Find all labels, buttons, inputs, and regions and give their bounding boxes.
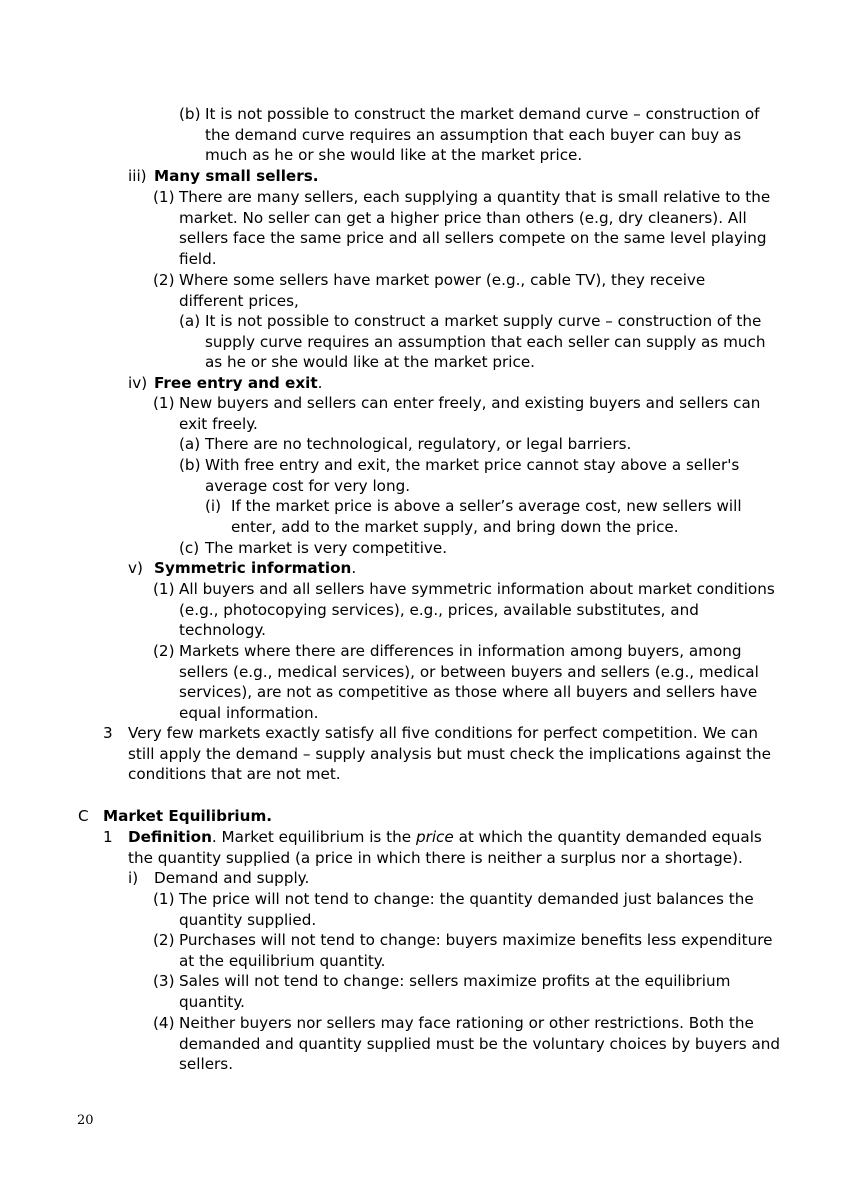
paragraph-line: different prices, [179,291,299,310]
paragraph-line: sellers. [179,1055,234,1074]
emphasis-price: price [415,828,454,846]
paragraph-line: still apply the demand – supply analysis but must check the implications against the [128,744,772,763]
paragraph-line: With free entry and exit, the market price cannot stay above a seller's [205,456,740,474]
paragraph-line: demanded and quantity supplied must be the voluntary choices by buyers and [179,1034,781,1053]
paragraph-line: at the equilibrium quantity. [179,951,386,970]
list-marker: iv) [128,374,148,392]
paragraph-line [128,827,762,848]
paragraph-line: If the market price is above a seller’s average cost, new sellers will [231,497,742,515]
paragraph-line: (e.g., photocopying services), e.g., prices, available substitutes, and [179,600,699,619]
list-marker: (3) [153,972,175,990]
list-marker: (2) [153,271,175,289]
paragraph-line: Demand and supply. [154,869,310,887]
list-marker: (b) [179,456,201,474]
page-number: 20 [77,1113,94,1128]
paragraph-line: New buyers and sellers can enter freely, and existing buyers and sellers can [179,394,761,412]
paragraph-line: There are no technological, regulatory, or legal barriers. [205,435,632,453]
paragraph-line: The market is very competitive. [205,539,448,557]
text-run: at which the quantity demanded equals [453,828,762,846]
list-marker: i) [128,869,139,887]
paragraph-line: Sales will not tend to change: sellers maximize profits at the equilibrium [179,972,731,990]
heading-text: Free entry and exit [154,374,318,392]
heading-text: Many small sellers. [154,167,319,185]
paragraph-line: average cost for very long. [205,476,411,495]
heading-punctuation: . [351,559,357,577]
paragraph-line: conditions that are not met. [128,765,341,784]
paragraph-line: Neither buyers nor sellers may face rationing or other restrictions. Both the [179,1014,754,1032]
paragraph-line: Purchases will not tend to change: buyers maximize benefits less expenditure [179,931,773,949]
paragraph-line: supply curve requires an assumption that each seller can supply as much [205,332,766,351]
list-marker: (1) [153,890,175,908]
section-marker: C [78,807,89,825]
paragraph-line: It is not possible to construct the market demand curve – construction of [205,105,760,123]
list-marker: iii) [128,167,147,185]
paragraph-line: Very few markets exactly satisfy all five conditions for perfect competition. We can [128,724,759,742]
paragraph-line: sellers face the same price and all sellers compete on the same level playing [179,229,767,248]
paragraph-line: Where some sellers have market power (e.g., cable TV), they receive [179,271,706,289]
paragraph-line: the quantity supplied (a price in which there is neither a surplus nor a shortage). [128,848,743,867]
paragraph-line: field. [179,249,217,268]
paragraph-line: as he or she would like at the market price. [205,353,536,372]
paragraph-line: There are many sellers, each supplying a quantity that is small relative to the [179,188,771,206]
list-marker: (2) [153,931,175,949]
paragraph-line: technology. [179,621,266,640]
text-run: . Market equilibrium is the [211,828,416,846]
paragraph-line: market. No seller can get a higher price than others (e.g, dry cleaners). All [179,208,747,227]
list-marker: (1) [153,188,175,206]
paragraph-line: The price will not tend to change: the quantity demanded just balances the [179,890,754,908]
list-marker: (b) [179,105,201,123]
paragraph-line: All buyers and all sellers have symmetric information about market conditions [179,580,775,598]
paragraph-line: sellers (e.g., medical services), or between buyers and sellers (e.g., medical [179,662,759,681]
list-marker: (i) [205,497,222,515]
paragraph-line: quantity. [179,992,245,1011]
paragraph-line: exit freely. [179,414,258,433]
heading-text: Symmetric information [154,559,352,577]
list-marker: (1) [153,394,175,412]
list-marker: (1) [153,580,175,598]
paragraph-line: enter, add to the market supply, and bring down the price. [231,517,679,536]
paragraph-line: much as he or she would like at the market price. [205,146,583,165]
list-marker: 3 [103,724,113,742]
list-marker: 1 [103,828,113,846]
heading-punctuation: . [317,374,323,392]
paragraph-line: quantity supplied. [179,910,317,929]
paragraph-line: services), are not as competitive as those where all buyers and sellers have [179,683,758,702]
paragraph-line: It is not possible to construct a market supply curve – construction of the [205,312,762,330]
paragraph-line: the demand curve requires an assumption that each buyer can buy as [205,125,742,144]
list-marker: (c) [179,539,200,557]
paragraph-line: Markets where there are differences in information among buyers, among [179,642,742,660]
heading-text: Market Equilibrium. [103,807,273,825]
list-marker: (a) [179,312,201,330]
list-marker: (a) [179,435,201,453]
list-marker: v) [128,559,143,577]
paragraph-line: equal information. [179,703,319,722]
list-marker: (4) [153,1014,175,1032]
term-definition: Definition [128,828,212,846]
list-marker: (2) [153,642,175,660]
